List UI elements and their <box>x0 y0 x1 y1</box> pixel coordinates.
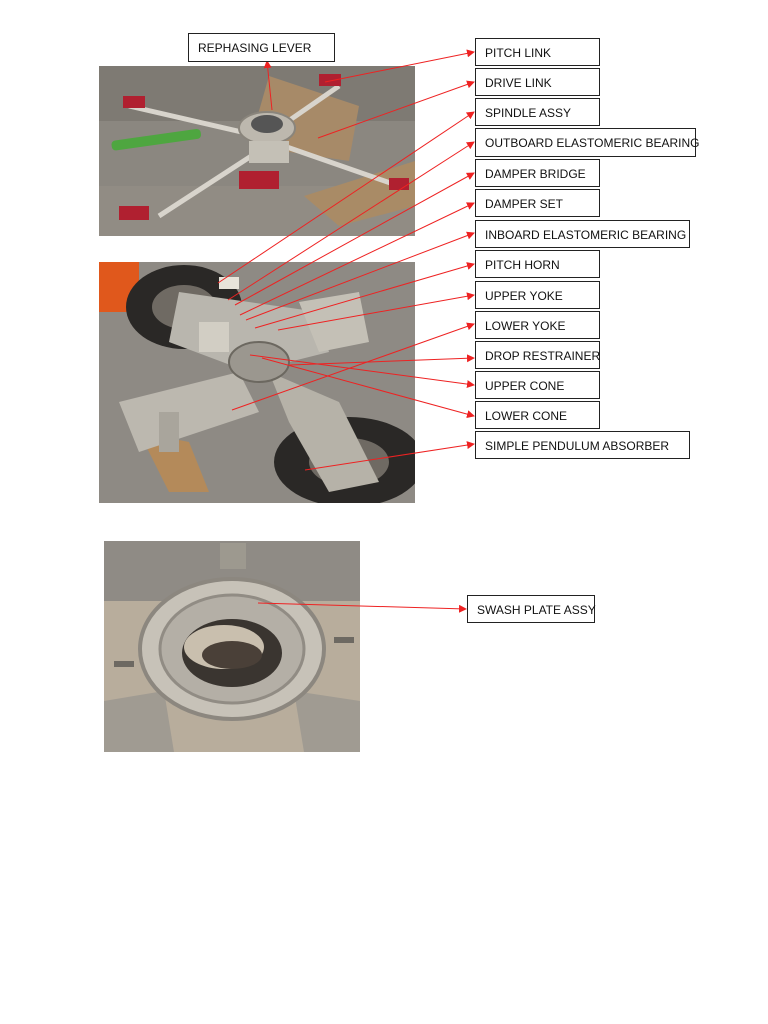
label-pitch-link: PITCH LINK <box>475 38 600 66</box>
label-damper-set: DAMPER SET <box>475 189 600 217</box>
rotor-head-assembly-photo <box>99 262 415 503</box>
label-lower-yoke: LOWER YOKE <box>475 311 600 339</box>
label-damper-bridge: DAMPER BRIDGE <box>475 159 600 187</box>
label-drive-link: DRIVE LINK <box>475 68 600 96</box>
label-swash-plate-assy: SWASH PLATE ASSY <box>467 595 595 623</box>
label-rephasing-lever: REPHASING LEVER <box>188 33 335 62</box>
label-inboard-elastomeric-bearing: INBOARD ELASTOMERIC BEARING <box>475 220 690 248</box>
label-outboard-elastomeric-bearing: OUTBOARD ELASTOMERIC BEARING <box>475 128 696 157</box>
label-spindle-assy: SPINDLE ASSY <box>475 98 600 126</box>
label-simple-pendulum-absorber: SIMPLE PENDULUM ABSORBER <box>475 431 690 459</box>
label-upper-cone: UPPER CONE <box>475 371 600 399</box>
label-pitch-horn: PITCH HORN <box>475 250 600 278</box>
swash-plate-photo <box>104 541 360 752</box>
rotor-head-top-photo <box>99 66 415 236</box>
label-drop-restrainer: DROP RESTRAINER <box>475 341 600 369</box>
label-upper-yoke: UPPER YOKE <box>475 281 600 309</box>
label-lower-cone: LOWER CONE <box>475 401 600 429</box>
